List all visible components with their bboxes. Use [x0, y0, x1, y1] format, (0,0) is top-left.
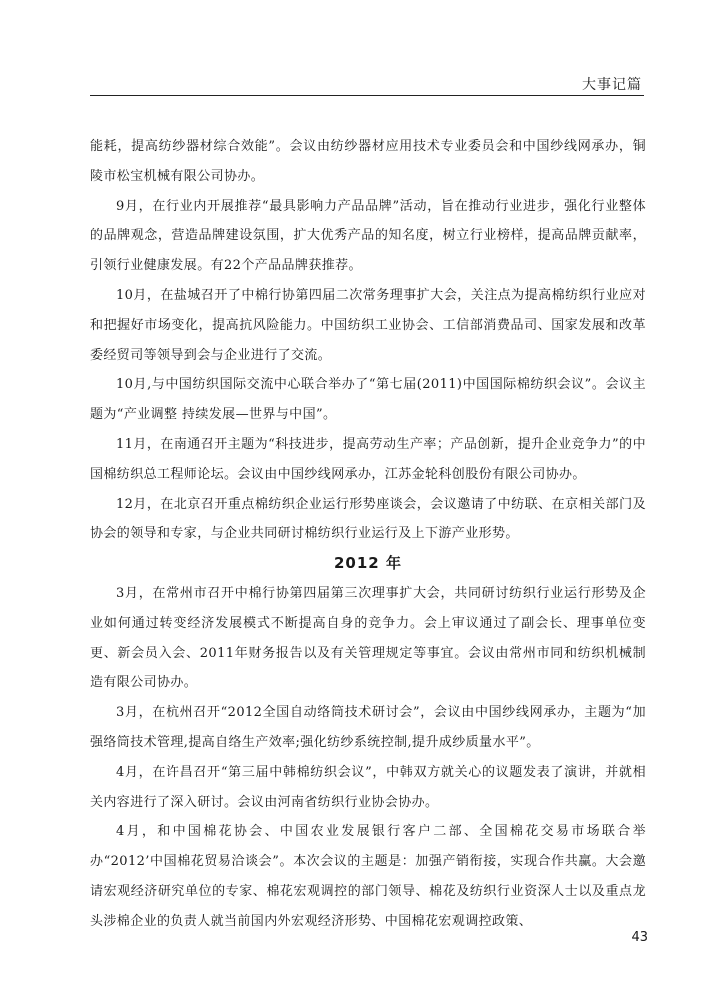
section-heading-2012: 2012 年 — [334, 554, 402, 573]
paragraph-dec-beijing-symposium: 12月，在北京召开重点棉纺织企业运行形势座谈会，会议邀请了中纺联、在京相关部门及协会的领导和专家，与企业共同研讨棉纺织行业运行及上下游产业形势。 — [90, 496, 646, 542]
paragraph-apr-cotton-trade-fair: 4月，和中国棉花协会、中国农业发展银行客户二部、全国棉花交易市场联合举办“2012’中国棉花贸易洽谈会”。本次会议的主题是：加强产销衔接，实现合作共赢。大会邀请宏观经济研究单位的专家、棉花宏观调控的部门领导、棉花及纺织行业资深人士以及重点龙头涉棉企业的负责人就当前国内外宏观经济形势、中国棉花宏观调控政策、 — [90, 824, 646, 929]
page-body — [90, 132, 646, 937]
paragraph-sep-brand-campaign: 9月，在行业内开展推荐“最具影响力产品品牌”活动，旨在推动行业进步，强化行业整体的品牌观念，营造品牌建设氛围，扩大优秀产品的知名度，树立行业榜样，提高品牌贡献率，引领行业健康发展。有22个产品品牌获推荐。 — [90, 198, 646, 274]
page-number: 43 — [631, 930, 648, 945]
paragraph-mar-changzhou-meeting: 3月，在常州市召开中棉行协第四届第三次理事扩大会，共同研讨纺织行业运行形势及企业如何通过转变经济发展模式不断提高自身的竞争力。会上审议通过了副会长、理事单位变更、新会员入会、2011年财务报告以及有关管理规定等事宜。会议由常州市同和纺织机械制造有限公司协办。 — [90, 585, 646, 691]
running-header — [90, 70, 644, 96]
paragraph-oct-yancheng-meeting: 10月，在盐城召开了中棉行协第四届二次常务理事扩大会，关注点为提高棉纺织行业应对和把握好市场变化，提高抗风险能力。中国纺织工业协会、工信部消费品司、国家发展和改革委经贸司等领导到会与企业进行了交流。 — [90, 287, 646, 363]
paragraph-apr-xuchang-conference: 4月，在许昌召开“第三届中韩棉纺织会议”，中韩双方就关心的议题发表了演讲，并就相关内容进行了深入研讨。会议由河南省纺织行业协会协办。 — [90, 764, 646, 810]
paragraph-mar-hangzhou-seminar: 3月，在杭州召开“2012全国自动络筒技术研讨会”，会议由中国纱线网承办，主题为“加强络筒技术管理,提高自络生产效率;强化纺纱系统控制,提升成纱质量水平”。 — [90, 705, 646, 750]
header-title: 大事记篇 — [582, 77, 642, 93]
paragraph-oct-international-conference: 10月,与中国纺织国际交流中心联合举办了“第七届(2011)中国国际棉纺织会议”。会议主题为“产业调整 持续发展—世界与中国”。 — [90, 377, 646, 423]
paragraph-continued: 能耗，提高纺纱器材综合效能”。会议由纺纱器材应用技术专业委员会和中国纱线网承办，铜陵市松宝机械有限公司协办。 — [90, 139, 646, 184]
paragraph-nov-nantong-forum: 11月，在南通召开主题为“科技进步，提高劳动生产率；产品创新，提升企业竞争力”的中国棉纺织总工程师论坛。会议由中国纱线网承办，江苏金轮科创股份有限公司协办。 — [90, 436, 646, 482]
